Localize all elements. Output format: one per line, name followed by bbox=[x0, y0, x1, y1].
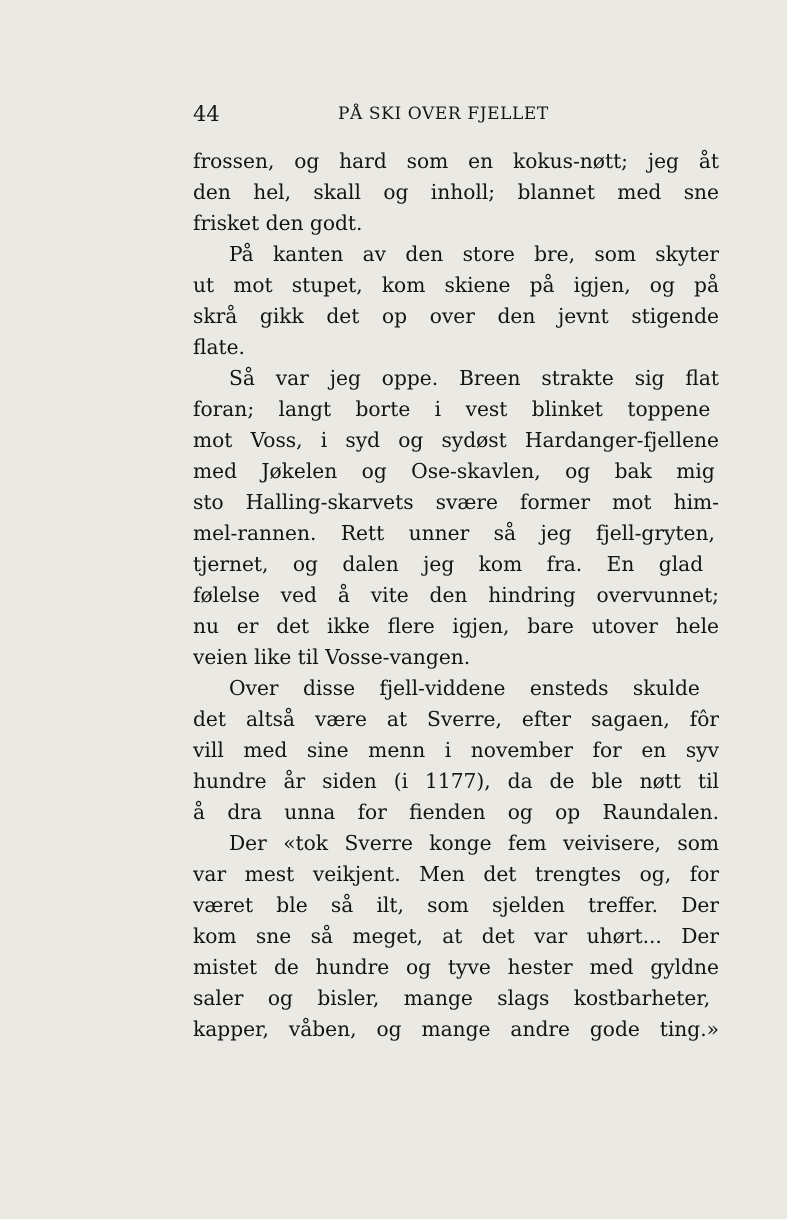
text-line: været ble så ilt, som sjelden treffer. Der bbox=[193, 893, 719, 917]
text-line: vill med sine menn i november for en syv bbox=[193, 738, 719, 762]
text-line: nu er det ikke flere igjen, bare utover hele bbox=[193, 614, 719, 638]
text-line: Over disse fjell-viddene ensteds skulde bbox=[229, 676, 700, 700]
text-line: med Jøkelen og Ose-skavlen, og bak mig bbox=[193, 459, 715, 483]
text-line: skrå gikk det op over den jevnt stigende bbox=[193, 304, 719, 328]
text-line: frisket den godt. bbox=[193, 211, 363, 235]
text-line: foran; langt borte i vest blinket toppene bbox=[193, 397, 711, 421]
text-line: hundre år siden (i 1177), da de ble nøtt til bbox=[193, 769, 719, 793]
text-line: saler og bisler, mange slags kostbarheter, bbox=[193, 986, 711, 1010]
text-line: mot Voss, i syd og sydøst Hardanger-fjellene bbox=[193, 428, 719, 452]
page-number: 44 bbox=[193, 102, 220, 126]
text-line: følelse ved å vite den hindring overvunnet; bbox=[193, 583, 719, 607]
text-line: sto Halling-skarvets svære former mot him- bbox=[193, 490, 719, 514]
text-line: mel-rannen. Rett unner så jeg fjell-gryten, bbox=[193, 521, 715, 545]
text-line: frossen, og hard som en kokus-nøtt; jeg åt bbox=[193, 149, 719, 173]
text-line: det altså være at Sverre, efter sagaen, fôr bbox=[193, 707, 719, 731]
body-text bbox=[193, 146, 719, 1045]
text-line: tjernet, og dalen jeg kom fra. En glad bbox=[193, 552, 704, 576]
text-line: veien like til Vosse-vangen. bbox=[193, 645, 471, 669]
text-line: kom sne så meget, at det var uhørt... Der bbox=[193, 924, 719, 948]
text-line: å dra unna for fienden og op Raundalen. bbox=[193, 800, 719, 824]
text-line: Der «tok Sverre konge fem veivisere, som bbox=[229, 831, 719, 855]
text-line: mistet de hundre og tyve hester med gyldne bbox=[193, 955, 719, 979]
running-title: PÅ SKI OVER FJELLET bbox=[338, 104, 549, 124]
text-line: den hel, skall og inholl; blannet med sne bbox=[193, 180, 719, 204]
text-line: Så var jeg oppe. Breen strakte sig flat bbox=[229, 366, 719, 390]
text-line: flate. bbox=[193, 335, 245, 359]
text-line: På kanten av den store bre, som skyter bbox=[229, 242, 719, 266]
text-line: kapper, våben, og mange andre gode ting.» bbox=[193, 1017, 719, 1041]
text-line: var mest veikjent. Men det trengtes og, for bbox=[193, 862, 719, 886]
text-line: ut mot stupet, kom skiene på igjen, og på bbox=[193, 273, 719, 297]
page-header bbox=[193, 100, 723, 130]
